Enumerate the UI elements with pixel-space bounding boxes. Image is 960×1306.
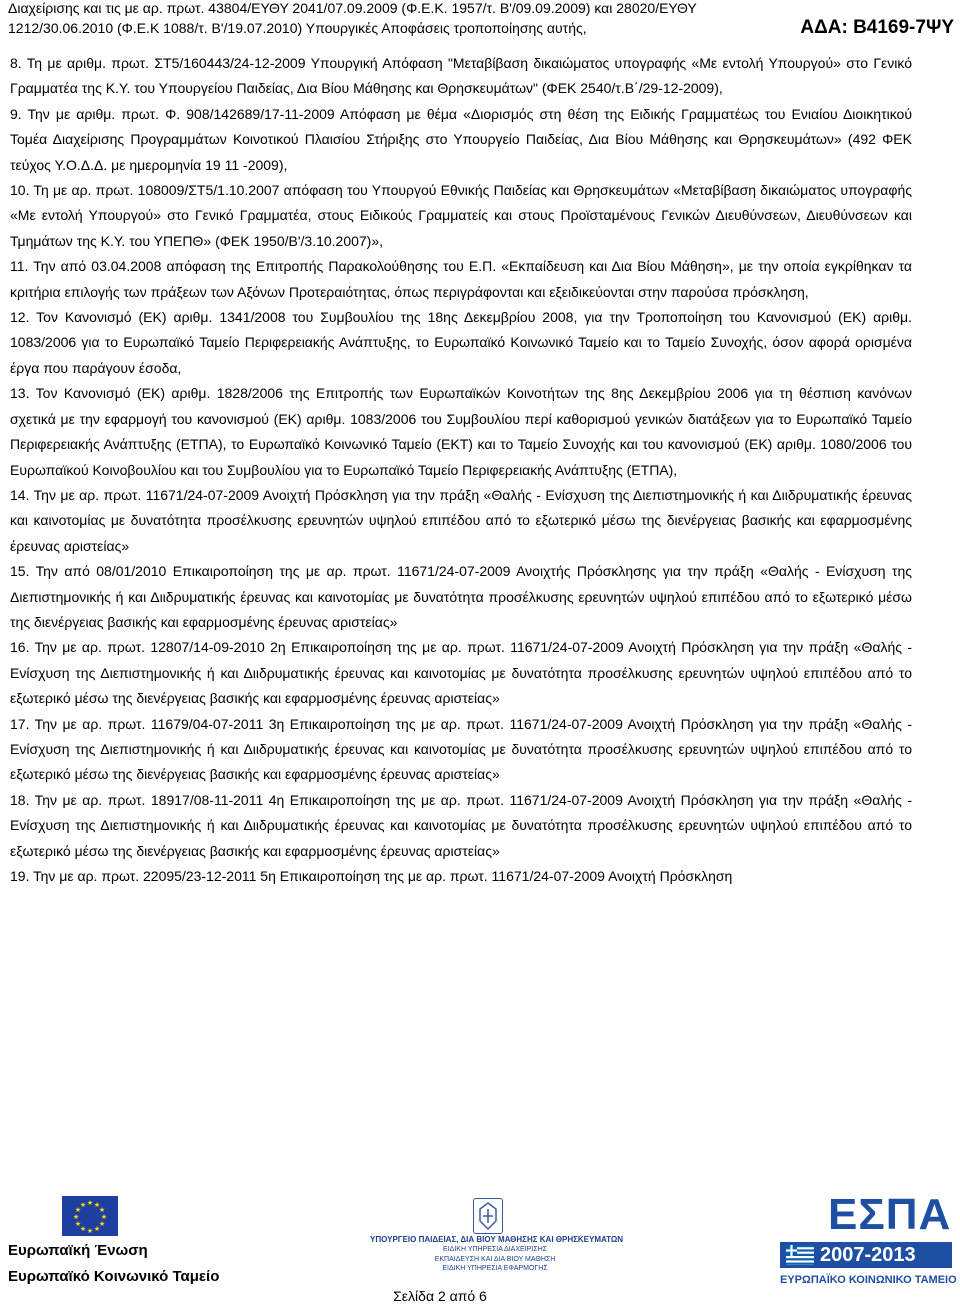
ministry-logo (370, 1198, 624, 1272)
svg-text:★: ★ (74, 1220, 82, 1228)
ministry-line-3: ΕΚΠΑΙΔΕΥΣΗ ΚΑΙ ΔΙΑ ΒΙΟΥ ΜΑΘΗΣΗ (434, 1256, 556, 1263)
eu-flag-icon (62, 1196, 118, 1236)
ministry-emblem-icon (473, 1198, 503, 1234)
svg-text:★: ★ (93, 1225, 101, 1233)
eu-stars (62, 1196, 118, 1236)
svg-text:★: ★ (93, 1201, 101, 1209)
document-body (10, 51, 912, 889)
paragraph-11: 11. Την από 03.04.2008 απόφαση της Επιτροπής Παρακολούθησης του Ε.Π. «Εκπαίδευση και Δια Βίου Μάθηση», με την οποία εγκρίθηκαν τα κριτήρια επιλογής των πράξεων των Αξόνων Προτεραιότητας, όπως περιγράφονται και εξειδικεύονται στην παρούσα πρόσκληση, (10, 258, 912, 300)
paragraph-16: 16. Την με αρ. πρωτ. 12807/14-09-2010 2η Επικαιροποίηση της με αρ. πρωτ. 11671/24-07-2009 Ανοιχτή Πρόσκληση για την πράξη «Θαλής - Ενίσχυση της Διεπιστημονικής ή και Διιδρυματικής έρευνας και καινοτομίας με δυνατότητα προσέλκυσης ερευνητών υψηλού επιπέδου από το εξωτερικό μέσω της διενέργειας βασικής και εφαρμοσμένης έρευνας αριστείας» (10, 639, 912, 707)
ministry-line-4: ΕΙΔΙΚΗ ΥΠΗΡΕΣΙΑ ΕΦΑΡΜΟΓΗΣ (442, 1265, 548, 1272)
paragraph-10: 10. Τη με αρ. πρωτ. 108009/ΣΤ5/1.10.2007 απόφαση του Υπουργού Εθνικής Παιδείας και Θρησκευμάτων «Μεταβίβαση δικαιώματος υπογραφής «Με εντολή Υπουργού» στο Γενικό Γραμματέα, στους Ειδικούς Γραμματείς και στους Προϊσταμένους Γενικών Διευθύνσεων, Διευθύνσεων και Τμημάτων της Κ.Υ. του ΥΠΕΠΘ» (ΦΕΚ 1950/Β'/3.10.2007)», (10, 182, 912, 249)
paragraph-13: 13. Τον Κανονισμό (ΕΚ) αριθμ. 1828/2006 της Επιτροπής των Ευρωπαϊκών Κοινοτήτων της 8ης Δεκεμβρίου 2006 για τη θέσπιση κανόνων σχετικά με την εφαρμογή του κανονισμού (ΕΚ) αριθμ. 1083/2006 του Συμβουλίου περί καθορισμού γενικών διατάξεων για το Ευρωπαϊκό Ταμείο Περιφερειακής Ανάπτυξης (ΕΤΠΑ), το Ευρωπαϊκό Κοινωνικό Ταμείο (ΕΚΤ) και το Ταμείο Συνοχής και του κανονισμού (ΕΚ) αριθμ. 1080/2006 του Ευρωπαϊκού Κοινοβουλίου και του Συμβουλίου για το Ευρωπαϊκό Ταμείο Περιφερειακής Ανάπτυξης (ΕΤΠΑ), (10, 385, 912, 478)
paragraph-12: 12. Τον Κανονισμό (ΕΚ) αριθμ. 1341/2008 του Συμβουλίου της 18ης Δεκεμβρίου 2008, για την Τροποποίηση του Κανονισμού (ΕΚ) αριθμ. 1083/2006 για το Ευρωπαϊκό Ταμείο Περιφερειακής Ανάπτυξης, το Ευρωπαϊκό Κοινωνικό Ταμείο και το Ταμείο Συνοχής, όσον αφορά ορισμένα έργα που παράγουν έσοδα, (10, 309, 912, 376)
greek-flag-icon (786, 1245, 814, 1265)
paragraph-19: 19. Την με αρ. πρωτ. 22095/23-12-2011 5η Επικαιροποίηση της με αρ. πρωτ. 11671/24-07-2009 Ανοιχτή Πρόσκληση (10, 868, 733, 884)
ada-code: ΑΔΑ: Β4169-7ΨΥ (800, 17, 954, 38)
eu-label: Ευρωπαϊκή Ένωση (8, 1242, 148, 1259)
paragraph-17: 17. Την με αρ. πρωτ. 11679/04-07-2011 3η Επικαιροποίηση της με αρ. πρωτ. 11671/24-07-2009 Ανοιχτή Πρόσκληση για την πράξη «Θαλής - Ενίσχυση της Διεπιστημονικής ή και Διιδρυματικής έρευνας και καινοτομίας με δυνατότητα προσέλκυσης ερευνητών υψηλού επιπέδου από το εξωτερικό μέσω της διενέργειας βασικής και εφαρμοσμένης έρευνας αριστείας» (10, 715, 912, 783)
paragraph-9: 9. Την με αριθμ. πρωτ. Φ. 908/142689/17-11-2009 Απόφαση με θέμα «Διορισμός στη θέση της Ειδικής Γραμματέως του Ενιαίου Διοικητικού Τομέα Διαχείρισης Προγραμμάτων Κοινοτικού Πλαισίου Στήριξης στο Υπουργείο Παιδείας, Δια Βίου Μάθησης και Θρησκευμάτων» (492 ΦΕΚ τεύχος Υ.Ο.Δ.Δ. με ημερομηνία 19 11 -2009), (10, 105, 912, 173)
espa-word: ΕΣΠΑ (828, 1190, 952, 1239)
header-line-2: 1212/30.06.2010 (Φ.Ε.Κ 1088/τ. Β'/19.07.2010) Υπουργικές Αποφάσεις τροποποίησης αυτής, (8, 20, 587, 36)
svg-text:★: ★ (72, 1213, 80, 1221)
svg-text:★: ★ (100, 1213, 108, 1221)
svg-text:★: ★ (79, 1201, 87, 1209)
paragraph-14: 14. Την με αρ. πρωτ. 11671/24-07-2009 Ανοιχτή Πρόσκληση για την πράξη «Θαλής - Ενίσχυση της Διεπιστημονικής ή και Διιδρυματικής έρευνας και καινοτομίας με δυνατότητα προσέλκυσης ερευνητών υψηλού επιπέδου από το εξωτερικό μέσω της διενέργειας βασικής και εφαρμοσμένης έρευνας αριστείας» (10, 486, 912, 554)
svg-text:★: ★ (86, 1199, 94, 1207)
paragraph-8: 8. Τη με αριθμ. πρωτ. ΣΤ5/160443/24-12-2009 Υπουργική Απόφαση "Μεταβίβαση δικαιώματος υπογραφής «Με εντολή Υπουργού» στο Γενικό Γραμματέα της Κ.Υ. του Υπουργείου Παιδείας, Δια Βίου Μάθησης και Θρησκευμάτων" (ΦΕΚ 2540/τ.Β΄/29-12-2009), (10, 55, 912, 97)
espa-years: 2007-2013 (820, 1244, 916, 1266)
page-number: Σελίδα 2 από 6 (393, 1288, 487, 1304)
esf-label: Ευρωπαϊκό Κοινωνικό Ταμείο (8, 1268, 220, 1285)
ministry-line-2: ΕΙΔΙΚΗ ΥΠΗΡΕΣΙΑ ΔΙΑΧΕΙΡΙΣΗΣ (443, 1246, 547, 1253)
svg-text:★: ★ (79, 1225, 87, 1233)
paragraph-15: 15. Την από 08/01/2010 Επικαιροποίηση της με αρ. πρωτ. 11671/24-07-2009 Ανοιχτής Πρόσκλησης για την πράξη «Θαλής - Ενίσχυση της Διεπιστημονικής ή και Διιδρυματικής έρευνας και καινοτομίας με δυνατότητα προσέλκυσης ερευνητών υψηλού επιπέδου από το εξωτερικό μέσω της διενέργειας βασικής και εφαρμοσμένης έρευνας αριστείας» (10, 563, 912, 630)
svg-text:★: ★ (74, 1206, 82, 1214)
espa-fund-label: ΕΥΡΩΠΑΪΚΟ ΚΟΙΝΩΝΙΚΟ ΤΑΜΕΙΟ (780, 1274, 957, 1286)
svg-text:★: ★ (86, 1227, 94, 1235)
header-line-1: Διαχείρισης και τις με αρ. πρωτ. 43804/ΕΥΘΥ 2041/07.09.2009 (Φ.Ε.Κ. 1957/τ. Β'/09.09.2009) και 28020/ΕΥΘΥ (8, 0, 697, 16)
ministry-line-1: ΥΠΟΥΡΓΕΙΟ ΠΑΙΔΕΙΑΣ, ΔΙΑ ΒΙΟΥ ΜΑΘΗΣΗΣ ΚΑΙ ΘΡΗΣΚΕΥΜΑΤΩΝ (370, 1235, 624, 1244)
svg-text:★: ★ (98, 1220, 106, 1228)
svg-text:★: ★ (98, 1206, 106, 1214)
espa-logo (780, 1190, 957, 1294)
paragraph-18: 18. Την με αρ. πρωτ. 18917/08-11-2011 4η Επικαιροποίηση της με αρ. πρωτ. 11671/24-07-2009 Ανοιχτή Πρόσκληση για την πράξη «Θαλής - Ενίσχυση της Διεπιστημονικής ή και Διιδρυματικής έρευνας και καινοτομίας με δυνατότητα προσέλκυσης ερευνητών υψηλού επιπέδου από το εξωτερικό μέσω της διενέργειας βασικής και εφαρμοσμένης έρευνας αριστείας» (10, 791, 912, 859)
